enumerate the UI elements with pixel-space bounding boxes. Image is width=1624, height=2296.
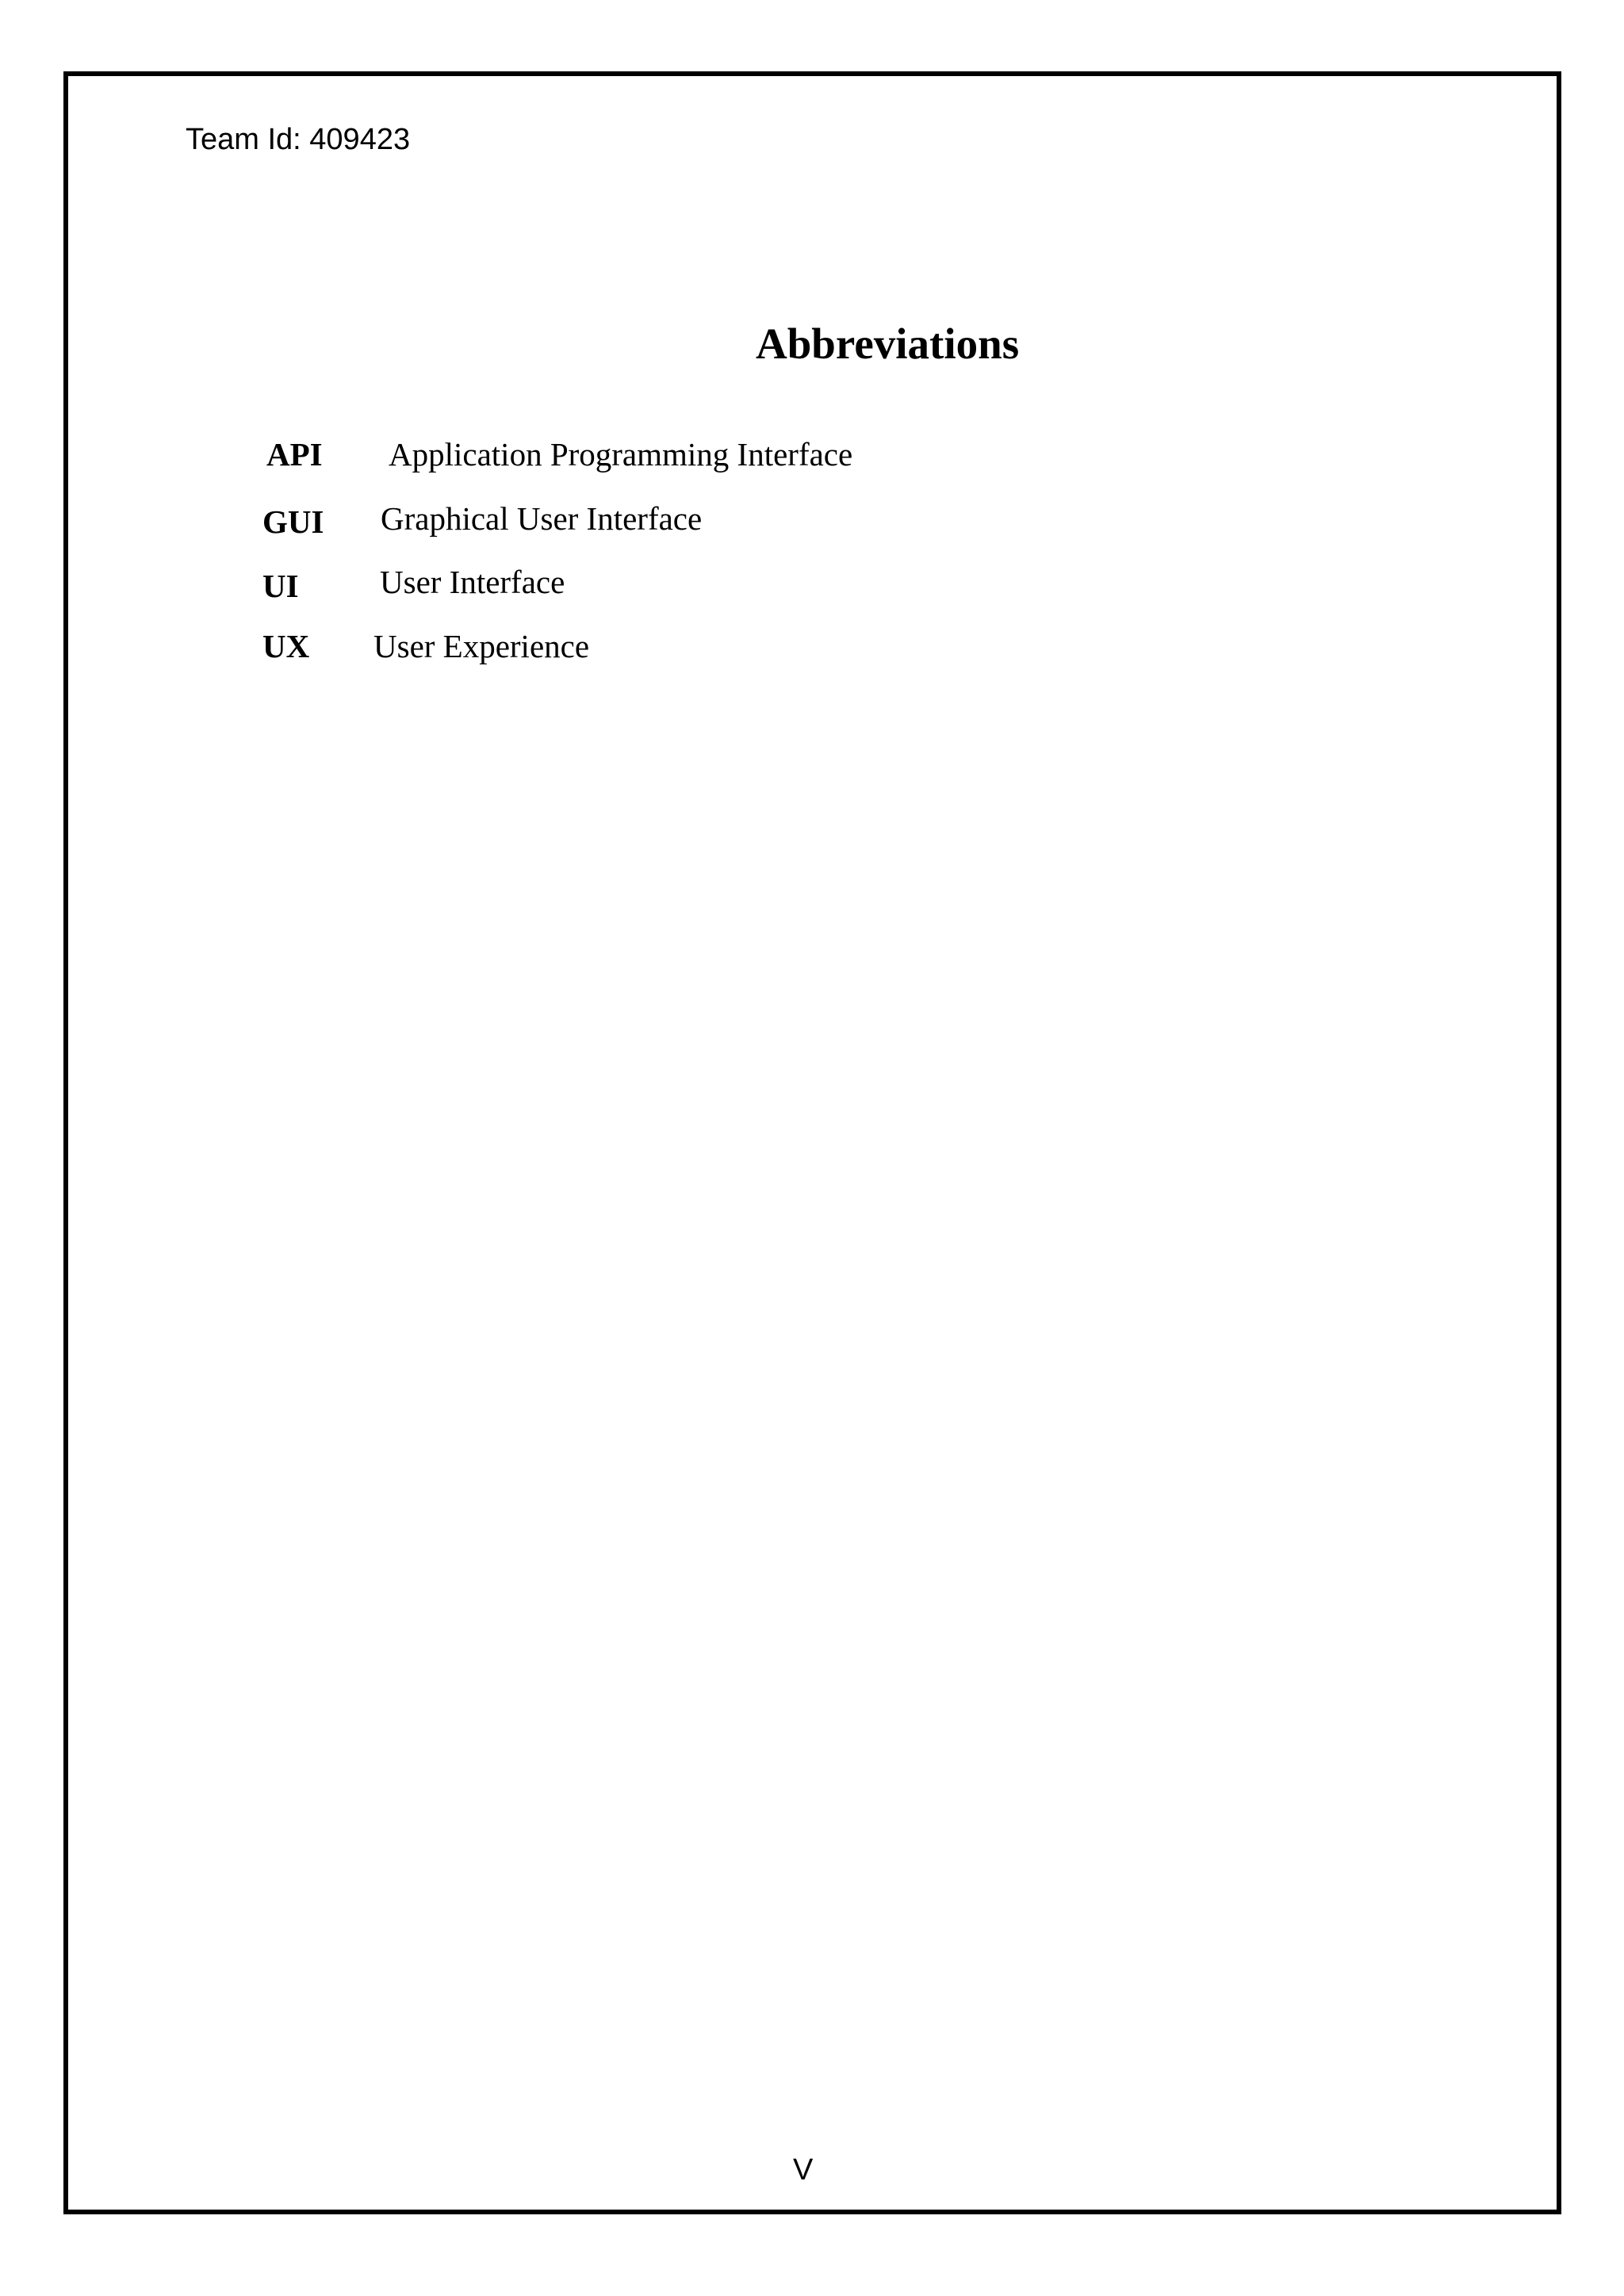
abbreviation-definition: Application Programming Interface — [389, 436, 853, 473]
abbreviation-term: UX — [262, 628, 310, 664]
abbreviation-definition: User Experience — [373, 628, 590, 664]
abbreviation-term: GUI — [262, 503, 324, 540]
page-number: V — [793, 2153, 814, 2187]
page-border — [63, 71, 1561, 2214]
abbreviation-definition: User Interface — [380, 564, 565, 600]
abbreviation-definition: Graphical User Interface — [381, 500, 703, 537]
abbreviation-term: API — [266, 436, 323, 473]
page-title: Abbreviations — [756, 320, 1020, 368]
team-id-header: Team Id: 409423 — [186, 123, 411, 156]
abbreviation-term: UI — [262, 568, 299, 604]
